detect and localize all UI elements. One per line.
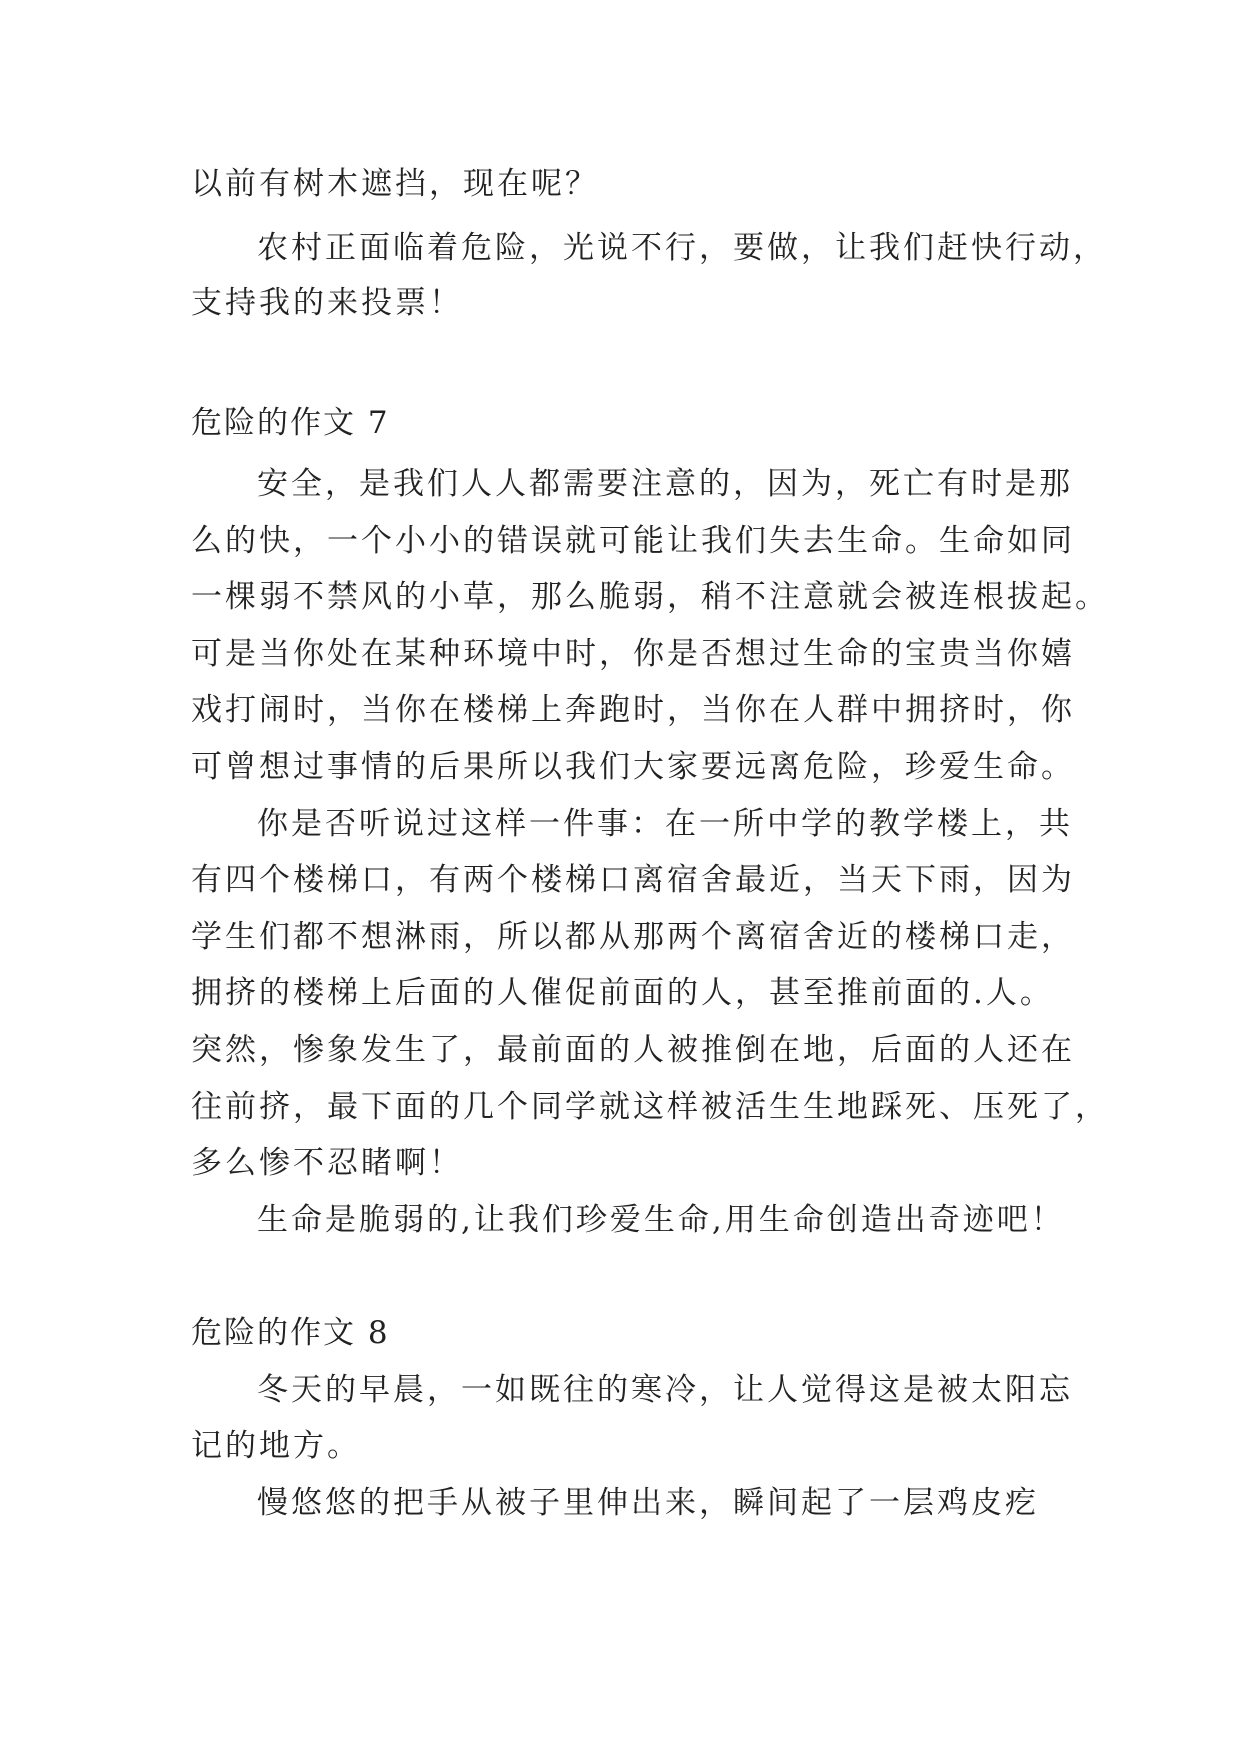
paragraph-line: 戏打闹时，当你在楼梯上奔跑时，当你在人群中拥挤时，你: [191, 692, 1075, 728]
section-heading: 危险的作文 7: [191, 405, 390, 441]
paragraph-line: 可是当你处在某种环境中时，你是否想过生命的宝贵当你嬉: [191, 636, 1075, 672]
section-heading: 危险的作文 8: [191, 1315, 390, 1351]
paragraph-line: 记的地方。: [191, 1428, 361, 1464]
paragraph-line: 安全，是我们人人都需要注意的，因为，死亡有时是那: [257, 466, 1073, 502]
paragraph-line: 一棵弱不禁风的小草，那么脆弱，稍不注意就会被连根拔起。: [191, 579, 1109, 615]
paragraph-line: 冬天的早晨，一如既往的寒冷，让人觉得这是被太阳忘: [257, 1372, 1073, 1408]
paragraph-line: 突然，惨象发生了，最前面的人被推倒在地，后面的人还在: [191, 1032, 1075, 1068]
paragraph-line: 多么惨不忍睹啊！: [191, 1145, 463, 1181]
paragraph-line: 农村正面临着危险，光说不行，要做，让我们赶快行动，: [257, 230, 1107, 266]
paragraph-line: 你是否听说过这样一件事：在一所中学的教学楼上，共: [257, 806, 1073, 842]
paragraph-line: 以前有树木遮挡，现在呢？: [191, 166, 599, 202]
paragraph-line: 有四个楼梯口，有两个楼梯口离宿舍最近，当天下雨，因为: [191, 862, 1075, 898]
paragraph-line: 支持我的来投票！: [191, 285, 463, 321]
paragraph-line: 慢悠悠的把手从被子里伸出来，瞬间起了一层鸡皮疙: [257, 1485, 1039, 1521]
paragraph-line: 可曾想过事情的后果所以我们大家要远离危险，珍爱生命。: [191, 749, 1075, 785]
paragraph-line: 学生们都不想淋雨，所以都从那两个离宿舍近的楼梯口走，: [191, 919, 1075, 955]
paragraph-line: 往前挤，最下面的几个同学就这样被活生生地踩死、压死了，: [191, 1089, 1109, 1125]
paragraph-line: 生命是脆弱的,让我们珍爱生命,用生命创造出奇迹吧！: [257, 1202, 1065, 1238]
paragraph-line: 拥挤的楼梯上后面的人催促前面的人，甚至推前面的.人。: [191, 975, 1054, 1011]
paragraph-line: 么的快，一个小小的错误就可能让我们失去生命。生命如同: [191, 523, 1075, 559]
